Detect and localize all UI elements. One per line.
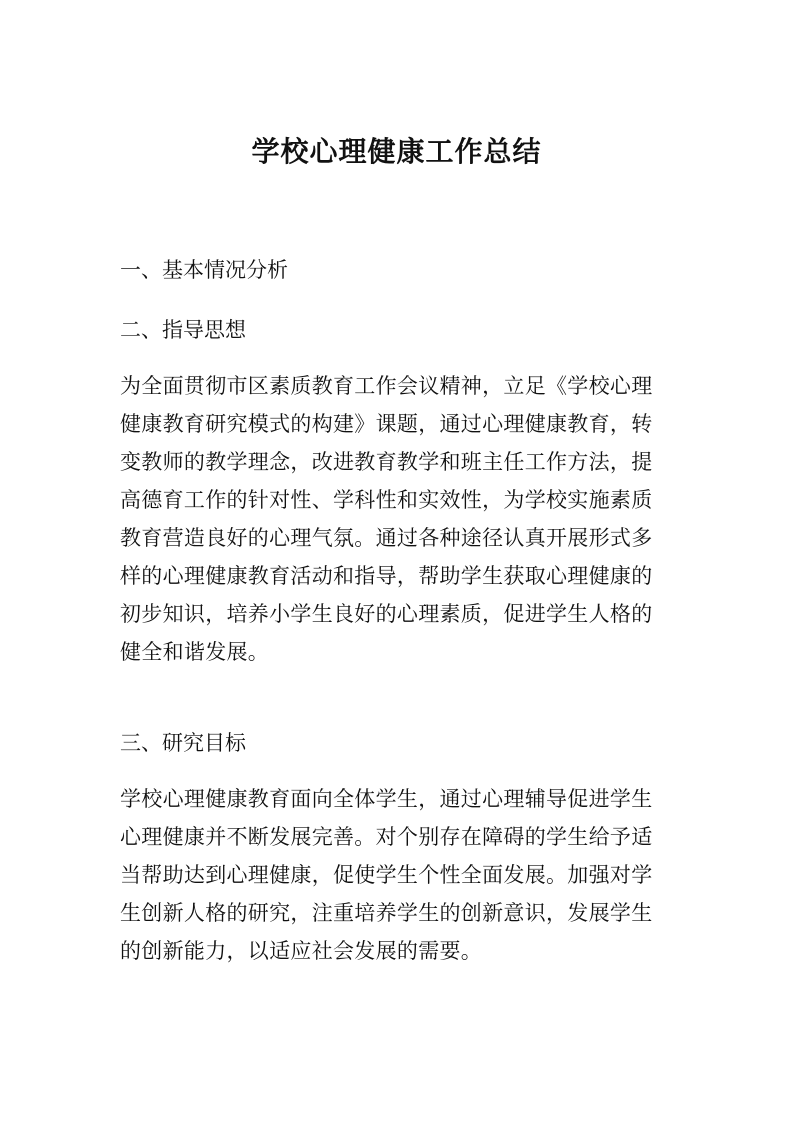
section-heading-2: 二、指导思想 xyxy=(120,318,246,342)
paragraph-line: 样的心理健康教育活动和指导，帮助学生获取心理健康的 xyxy=(120,564,653,588)
paragraph-guiding-ideology xyxy=(120,367,680,671)
paragraph-line: 生创新人格的研究，注重培养学生的创新意识，发展学生 xyxy=(120,901,653,925)
paragraph-line: 变教师的教学理念，改进教育教学和班主任工作方法，提 xyxy=(120,450,653,474)
paragraph-line: 教育营造良好的心理气氛。通过各种途径认真开展形式多 xyxy=(120,526,653,550)
paragraph-line: 健全和谐发展。 xyxy=(120,640,270,664)
paragraph-research-goals xyxy=(120,780,680,970)
paragraph-line: 心理健康并不断发展完善。对个别存在障碍的学生给予适 xyxy=(120,825,653,849)
section-heading-1: 一、基本情况分析 xyxy=(120,258,288,282)
paragraph-line: 高德育工作的针对性、学科性和实效性，为学校实施素质 xyxy=(120,488,653,512)
paragraph-line: 初步知识，培养小学生良好的心理素质，促进学生人格的 xyxy=(120,602,653,626)
paragraph-line: 的创新能力，以适应社会发展的需要。 xyxy=(120,939,483,963)
section-heading-3: 三、研究目标 xyxy=(120,731,246,755)
paragraph-line: 当帮助达到心理健康，促使学生个性全面发展。加强对学 xyxy=(120,863,653,887)
document-title: 学校心理健康工作总结 xyxy=(251,135,542,168)
paragraph-line: 为全面贯彻市区素质教育工作会议精神，立足《学校心理 xyxy=(120,374,653,398)
paragraph-line: 健康教育研究模式的构建》课题，通过心理健康教育，转 xyxy=(120,412,653,436)
paragraph-line: 学校心理健康教育面向全体学生，通过心理辅导促进学生 xyxy=(120,787,653,811)
